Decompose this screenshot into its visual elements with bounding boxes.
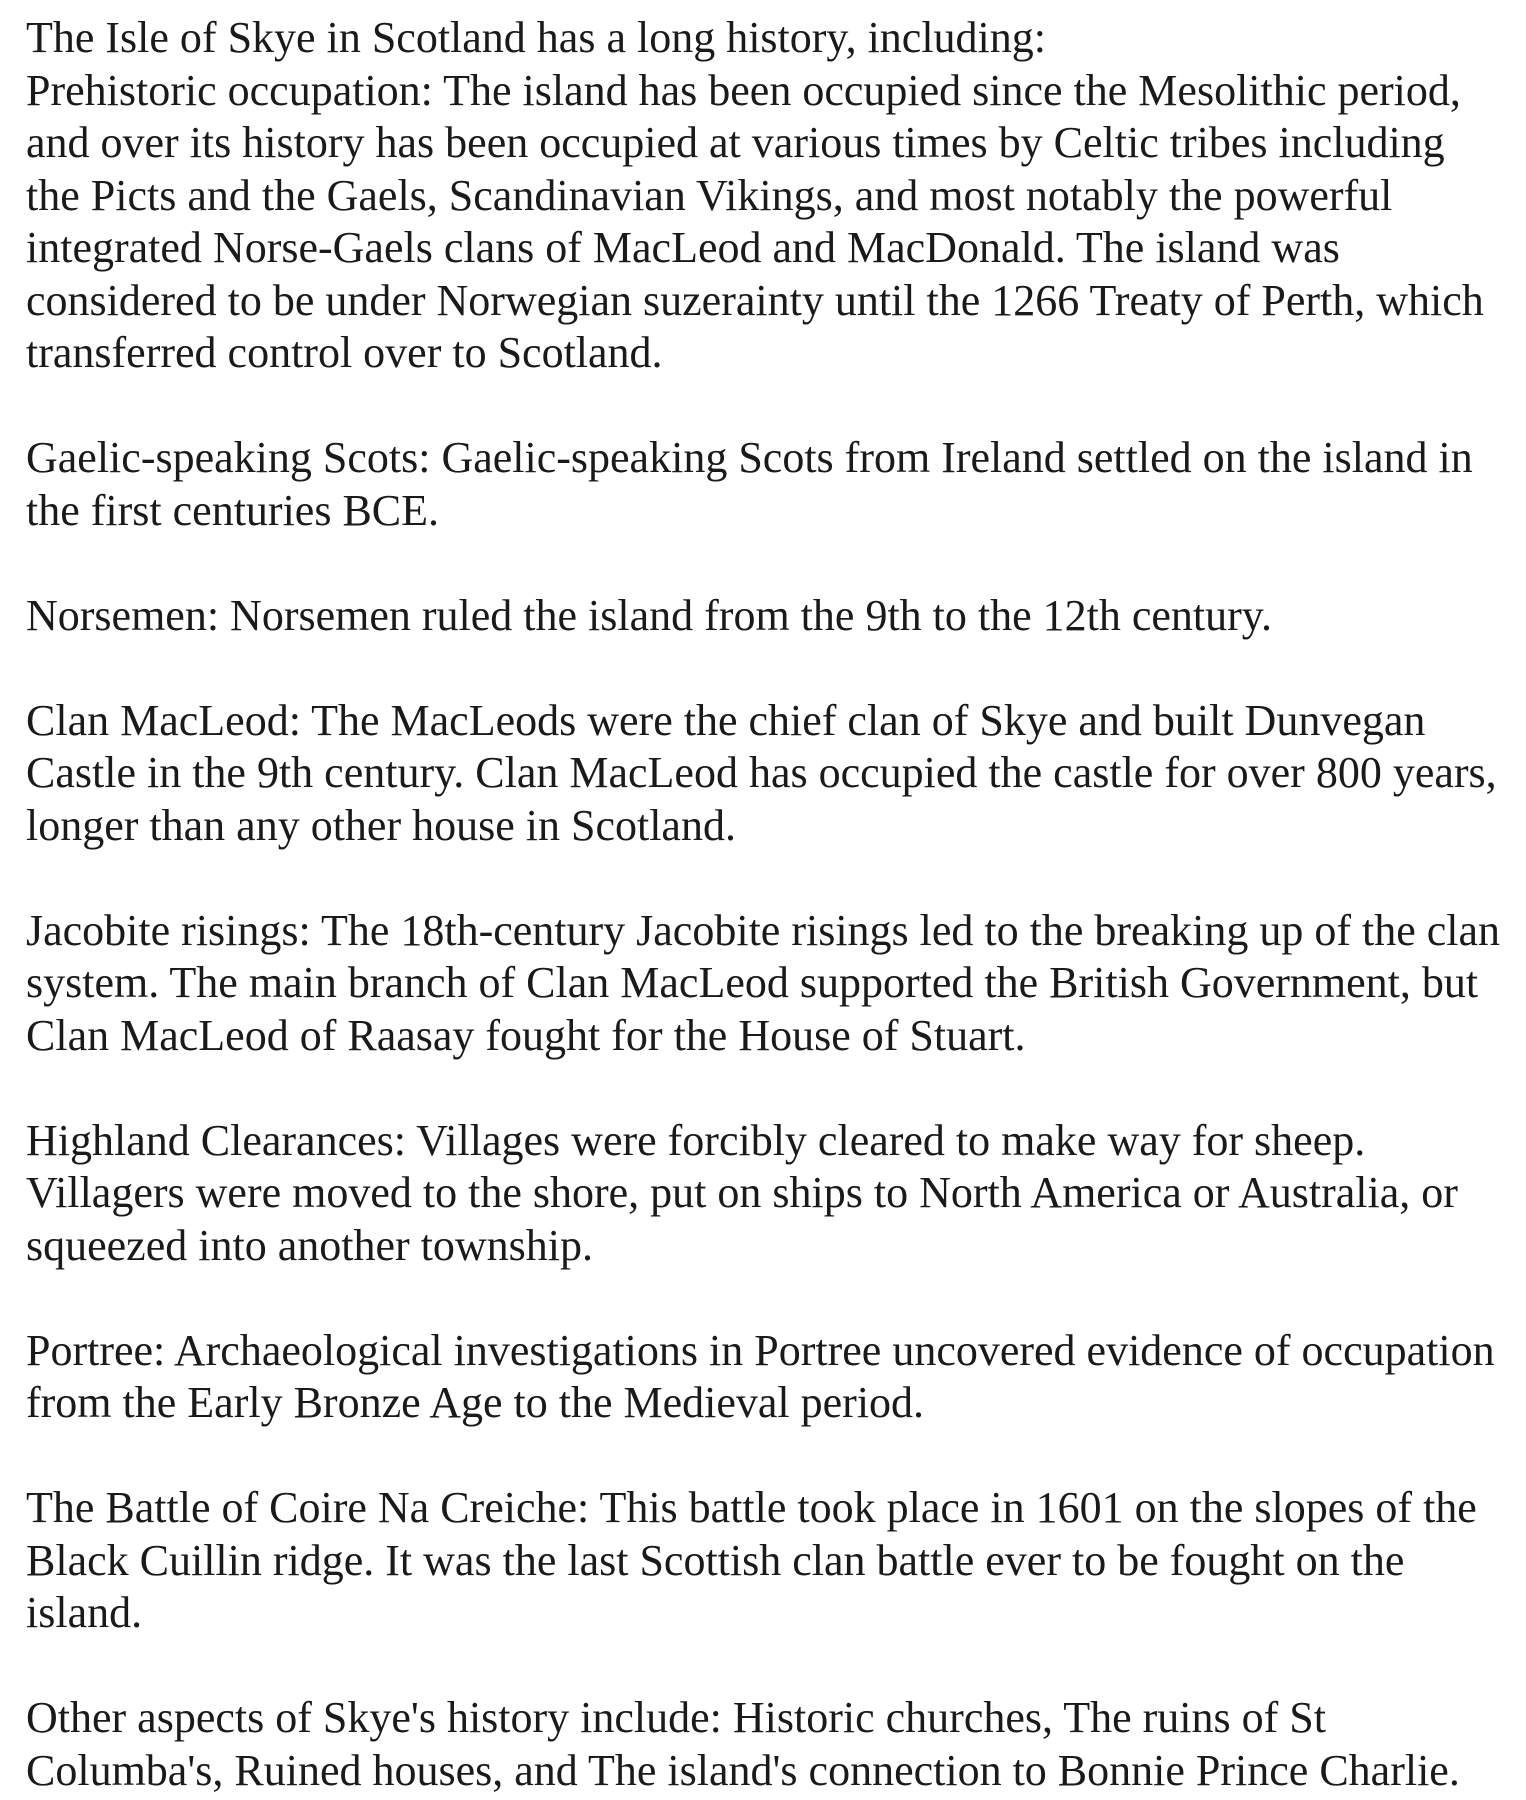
paragraph-gaelic-speaking-scots: Gaelic-speaking Scots: Gaelic-speaking Scots from Ireland settled on the island in the first centuries BCE. [26, 433, 1473, 535]
paragraph-other-aspects: Other aspects of Skye's history include: Historic churches, The ruins of St Columba's, Ruined houses, and The island's connection to Bonnie Prince Charlie. [26, 1693, 1460, 1795]
paragraph-prehistoric-occupation: Prehistoric occupation: The island has been occupied since the Mesolithic period, and over its history has been occupied at various times by Celtic tribes including the Picts and the Gaels, Scandinavian Vikings, and most notably the powerful integrated Norse-Gaels clans of MacLeod and MacDonald. The island was considered to be under Norwegian suzerainty until the 1266 Treaty of Perth, which transferred control over to Scotland. [26, 65, 1484, 377]
intro-line: The Isle of Skye in Scotland has a long history, including: [26, 13, 1046, 62]
paragraph-portree: Portree: Archaeological investigations in Portree uncovered evidence of occupation from the Early Bronze Age to the Medieval period. [26, 1325, 1495, 1427]
paragraph-highland-clearances: Highland Clearances: Villages were forcibly cleared to make way for sheep. Villagers were moved to the shore, put on ships to North America or Australia, or squeezed into another township. [26, 1115, 1458, 1270]
paragraph-norsemen: Norsemen: Norsemen ruled the island from the 9th to the 12th century. [26, 590, 1272, 640]
paragraph-battle-coire-na-creiche: The Battle of Coire Na Creiche: This battle took place in 1601 on the slopes of the Black Cuillin ridge. It was the last Scottish clan battle ever to be fought on the island. [26, 1483, 1477, 1637]
paragraph-clan-macleod: Clan MacLeod: The MacLeods were the chief clan of Skye and built Dunvegan Castle in the 9th century. Clan MacLeod has occupied the castle for over 800 years, longer than any other house in Scotland. [26, 695, 1497, 850]
document-body [26, 12, 1506, 1797]
paragraph-jacobite-risings: Jacobite risings: The 18th-century Jacobite risings led to the breaking up of the clan system. The main branch of Clan MacLeod supported the British Government, but Clan MacLeod of Raasay fought for the House of Stuart. [26, 905, 1501, 1060]
